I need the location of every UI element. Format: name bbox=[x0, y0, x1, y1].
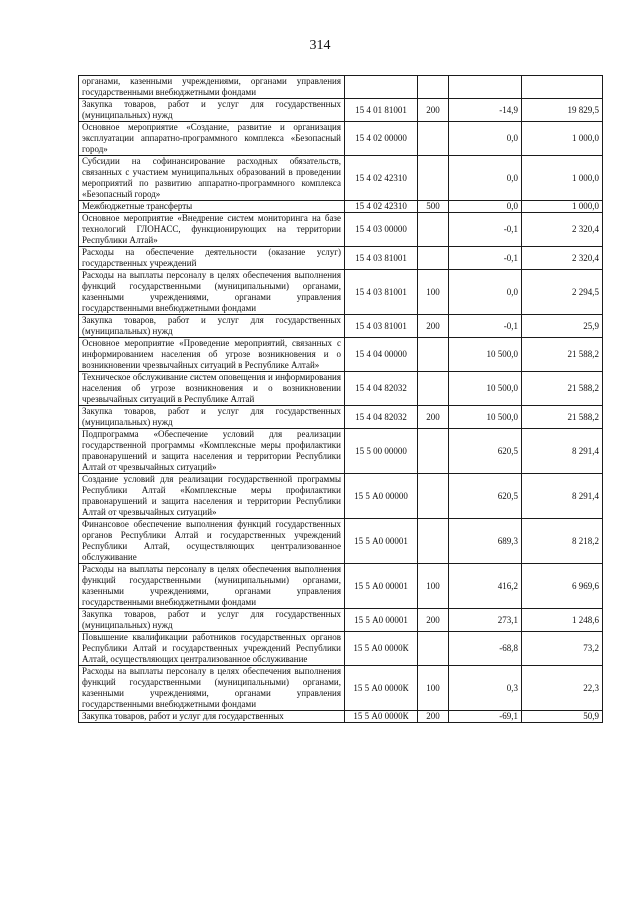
expense-name-cell: органами, казенными учреждениями, органами управления государственными внебюджетными фондами bbox=[79, 76, 345, 99]
expense-name-cell: Расходы на выплаты персоналу в целях обеспечения выполнения функций государственными (муниципальными) органами, казенными учреждениями, органами управления государственными внебюджетными фондами bbox=[79, 564, 345, 609]
expense-name-cell: Закупка товаров, работ и услуг для государственных (муниципальных) нужд bbox=[79, 406, 345, 429]
table-row bbox=[79, 711, 603, 723]
table-row bbox=[79, 429, 603, 474]
target-code-cell: 15 4 03 81001 bbox=[345, 247, 418, 270]
expense-type-cell: 100 bbox=[418, 270, 449, 315]
table-row bbox=[79, 372, 603, 406]
expense-type-cell bbox=[418, 338, 449, 372]
expense-type-cell bbox=[418, 429, 449, 474]
target-code-cell: 15 5 А0 00001 bbox=[345, 564, 418, 609]
target-code-cell: 15 5 А0 00001 bbox=[345, 519, 418, 564]
change-amount-cell: -0,1 bbox=[449, 247, 522, 270]
table-row bbox=[79, 564, 603, 609]
expense-name-cell: Расходы на выплаты персоналу в целях обеспечения выполнения функций государственными (муниципальными) органами, казенными учреждениями, органами управления государственными внебюджетными фондами bbox=[79, 270, 345, 315]
expense-name-cell: Создание условий для реализации государственной программы Республики Алтай «Комплексные меры профилактики правонарушений и защита населения и территории Республики Алтай от чрезвычайных ситуаций» bbox=[79, 474, 345, 519]
expense-type-cell bbox=[418, 632, 449, 666]
change-amount-cell: 10 500,0 bbox=[449, 406, 522, 429]
table-row bbox=[79, 315, 603, 338]
change-amount-cell: -69,1 bbox=[449, 711, 522, 723]
total-amount-cell: 21 588,2 bbox=[522, 406, 603, 429]
expense-type-cell bbox=[418, 247, 449, 270]
expense-name-cell: Расходы на обеспечение деятельности (оказание услуг) государственных учреждений bbox=[79, 247, 345, 270]
table-row bbox=[79, 201, 603, 213]
table-row bbox=[79, 122, 603, 156]
table-row bbox=[79, 338, 603, 372]
change-amount-cell bbox=[449, 76, 522, 99]
change-amount-cell: 620,5 bbox=[449, 429, 522, 474]
expense-type-cell: 500 bbox=[418, 201, 449, 213]
expense-type-cell bbox=[418, 122, 449, 156]
target-code-cell: 15 5 А0 0000К bbox=[345, 666, 418, 711]
target-code-cell: 15 5 00 00000 bbox=[345, 429, 418, 474]
total-amount-cell: 21 588,2 bbox=[522, 338, 603, 372]
total-amount-cell: 8 291,4 bbox=[522, 474, 603, 519]
change-amount-cell: 0,0 bbox=[449, 156, 522, 201]
change-amount-cell: -68,8 bbox=[449, 632, 522, 666]
change-amount-cell: 10 500,0 bbox=[449, 372, 522, 406]
expense-type-cell: 200 bbox=[418, 406, 449, 429]
expense-name-cell: Основное мероприятие «Проведение мероприятий, связанных с информированием населения об угрозе возникновения и о возникновении чрезвычайных ситуаций в Республике Алтай» bbox=[79, 338, 345, 372]
expense-name-cell: Основное мероприятие «Внедрение систем мониторинга на базе технологий ГЛОНАСС, функционирующих на территории Республики Алтай» bbox=[79, 213, 345, 247]
target-code-cell: 15 4 03 81001 bbox=[345, 315, 418, 338]
target-code-cell bbox=[345, 76, 418, 99]
expense-name-cell: Повышение квалификации работников государственных органов Республики Алтай и государственных учреждений Республики Алтай, осуществляющих централизованное обслуживание bbox=[79, 632, 345, 666]
target-code-cell: 15 4 04 82032 bbox=[345, 372, 418, 406]
total-amount-cell bbox=[522, 76, 603, 99]
total-amount-cell: 1 000,0 bbox=[522, 122, 603, 156]
table-row bbox=[79, 609, 603, 632]
change-amount-cell: 416,2 bbox=[449, 564, 522, 609]
expense-type-cell bbox=[418, 372, 449, 406]
target-code-cell: 15 5 А0 0000К bbox=[345, 711, 418, 723]
change-amount-cell: 273,1 bbox=[449, 609, 522, 632]
total-amount-cell: 73,2 bbox=[522, 632, 603, 666]
expense-type-cell bbox=[418, 519, 449, 564]
target-code-cell: 15 5 А0 0000К bbox=[345, 632, 418, 666]
target-code-cell: 15 4 04 82032 bbox=[345, 406, 418, 429]
total-amount-cell: 1 000,0 bbox=[522, 156, 603, 201]
target-code-cell: 15 4 01 81001 bbox=[345, 99, 418, 122]
expense-type-cell bbox=[418, 156, 449, 201]
table-row bbox=[79, 474, 603, 519]
target-code-cell: 15 4 02 42310 bbox=[345, 201, 418, 213]
table-row bbox=[79, 76, 603, 99]
target-code-cell: 15 4 03 00000 bbox=[345, 213, 418, 247]
total-amount-cell: 19 829,5 bbox=[522, 99, 603, 122]
total-amount-cell: 1 248,6 bbox=[522, 609, 603, 632]
expense-name-cell: Техническое обслуживание систем оповещения и информирования населения об угрозе возникновения и о возникновении чрезвычайных ситуаций в Республике Алтай bbox=[79, 372, 345, 406]
expense-name-cell: Основное мероприятие «Создание, развитие и организация эксплуатации аппаратно-программного комплекса «Безопасный город» bbox=[79, 122, 345, 156]
table-row bbox=[79, 99, 603, 122]
expense-type-cell: 200 bbox=[418, 315, 449, 338]
change-amount-cell: 0,3 bbox=[449, 666, 522, 711]
total-amount-cell: 25,9 bbox=[522, 315, 603, 338]
expense-name-cell: Закупка товаров, работ и услуг для государственных bbox=[79, 711, 345, 723]
expense-name-cell: Подпрограмма «Обеспечение условий для реализации государственной программы «Комплексные меры профилактики правонарушений и защита населения и территории Республики Алтай от чрезвычайных ситуаций» bbox=[79, 429, 345, 474]
total-amount-cell: 2 320,4 bbox=[522, 247, 603, 270]
change-amount-cell: 10 500,0 bbox=[449, 338, 522, 372]
change-amount-cell: 0,0 bbox=[449, 122, 522, 156]
change-amount-cell: -0,1 bbox=[449, 315, 522, 338]
total-amount-cell: 21 588,2 bbox=[522, 372, 603, 406]
expense-name-cell: Закупка товаров, работ и услуг для государственных (муниципальных) нужд bbox=[79, 609, 345, 632]
table-row bbox=[79, 247, 603, 270]
total-amount-cell: 1 000,0 bbox=[522, 201, 603, 213]
total-amount-cell: 50,9 bbox=[522, 711, 603, 723]
total-amount-cell: 6 969,6 bbox=[522, 564, 603, 609]
expense-name-cell: Межбюджетные трансферты bbox=[79, 201, 345, 213]
table-row bbox=[79, 213, 603, 247]
target-code-cell: 15 5 А0 00001 bbox=[345, 609, 418, 632]
expense-name-cell: Закупка товаров, работ и услуг для государственных (муниципальных) нужд bbox=[79, 315, 345, 338]
table-row bbox=[79, 270, 603, 315]
page-number: 314 bbox=[309, 38, 331, 53]
target-code-cell: 15 4 04 00000 bbox=[345, 338, 418, 372]
change-amount-cell: -0,1 bbox=[449, 213, 522, 247]
table-row bbox=[79, 406, 603, 429]
expense-name-cell: Закупка товаров, работ и услуг для государственных (муниципальных) нужд bbox=[79, 99, 345, 122]
target-code-cell: 15 4 02 42310 bbox=[345, 156, 418, 201]
change-amount-cell: 0,0 bbox=[449, 201, 522, 213]
expense-type-cell: 200 bbox=[418, 711, 449, 723]
change-amount-cell: 620,5 bbox=[449, 474, 522, 519]
change-amount-cell: -14,9 bbox=[449, 99, 522, 122]
total-amount-cell: 2 320,4 bbox=[522, 213, 603, 247]
target-code-cell: 15 5 А0 00000 bbox=[345, 474, 418, 519]
total-amount-cell: 22,3 bbox=[522, 666, 603, 711]
target-code-cell: 15 4 03 81001 bbox=[345, 270, 418, 315]
expense-name-cell: Расходы на выплаты персоналу в целях обеспечения выполнения функций государственными (муниципальными) органами, казенными учреждениями, органами управления государственными внебюджетными фондами bbox=[79, 666, 345, 711]
total-amount-cell: 8 218,2 bbox=[522, 519, 603, 564]
budget-table bbox=[78, 75, 603, 723]
expense-type-cell: 100 bbox=[418, 666, 449, 711]
total-amount-cell: 2 294,5 bbox=[522, 270, 603, 315]
expense-type-cell bbox=[418, 474, 449, 519]
expense-type-cell: 200 bbox=[418, 609, 449, 632]
expense-type-cell bbox=[418, 213, 449, 247]
expense-type-cell bbox=[418, 76, 449, 99]
expense-name-cell: Финансовое обеспечение выполнения функций государственных органов Республики Алтай и государственных учреждений Республики Алтай, осуществляющих централизованное обслуживание bbox=[79, 519, 345, 564]
target-code-cell: 15 4 02 00000 bbox=[345, 122, 418, 156]
expense-type-cell: 100 bbox=[418, 564, 449, 609]
table-row bbox=[79, 666, 603, 711]
change-amount-cell: 689,3 bbox=[449, 519, 522, 564]
expense-type-cell: 200 bbox=[418, 99, 449, 122]
budget-table-body bbox=[79, 76, 603, 723]
total-amount-cell: 8 291,4 bbox=[522, 429, 603, 474]
table-row bbox=[79, 632, 603, 666]
change-amount-cell: 0,0 bbox=[449, 270, 522, 315]
table-row bbox=[79, 519, 603, 564]
table-row bbox=[79, 156, 603, 201]
expense-name-cell: Субсидии на софинансирование расходных обязательств, связанных с участием муниципальных образований в проведении мероприятий по развитию аппаратно-программного комплекса «Безопасный город» bbox=[79, 156, 345, 201]
